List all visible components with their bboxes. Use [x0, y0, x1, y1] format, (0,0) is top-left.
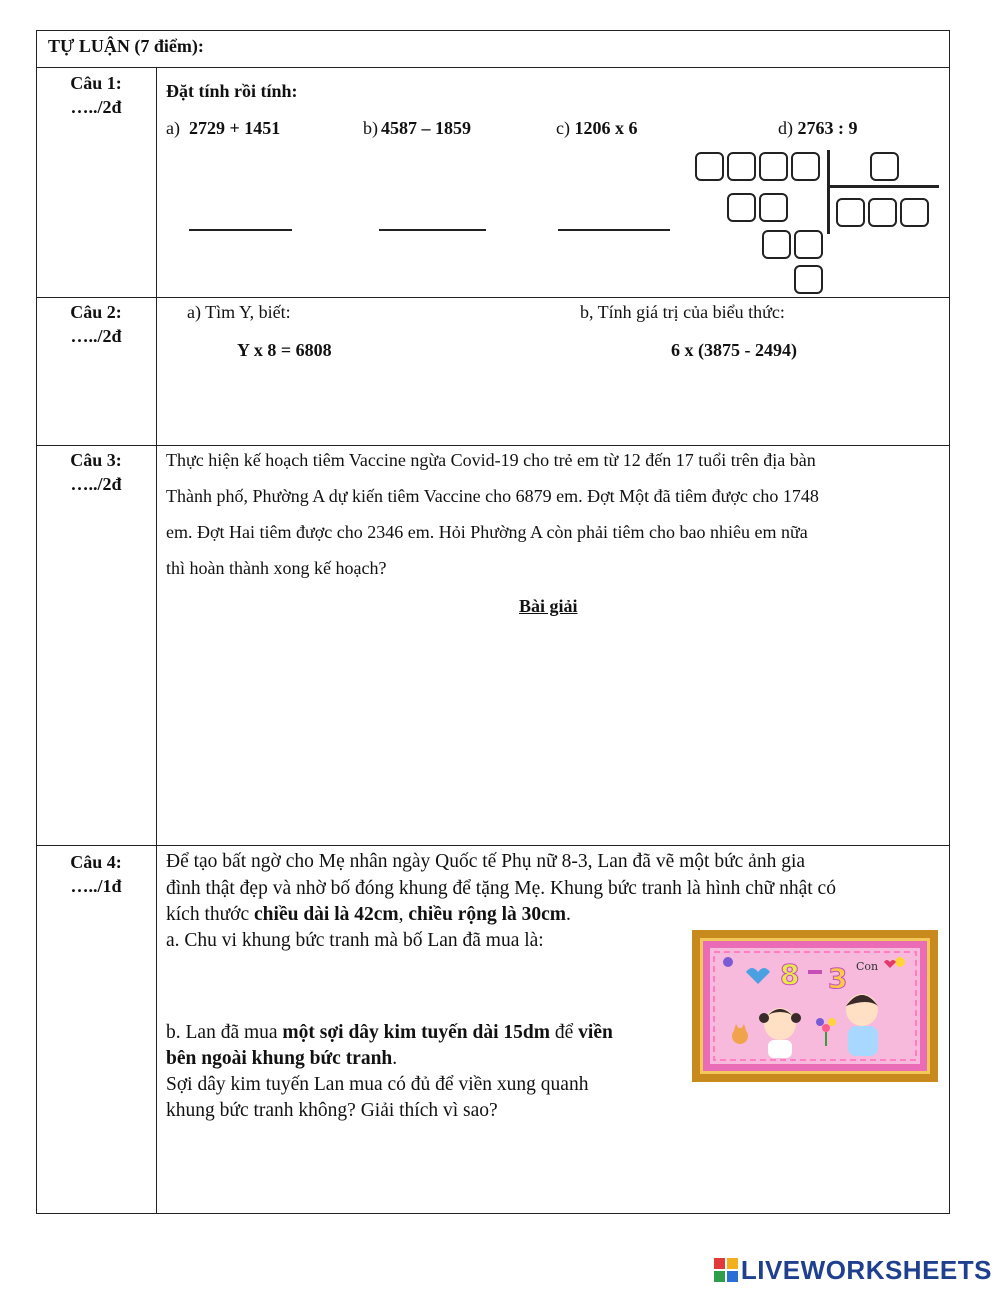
dividend-digit-box[interactable] — [695, 152, 724, 181]
q3-text-line: thì hoàn thành xong kế hoạch? — [166, 558, 387, 578]
q4-part-b-line-4: khung bức tranh không? Giải thích vì sao? — [166, 1100, 498, 1121]
liveworksheets-logo-text: LIVEWORKSHEETS — [740, 1254, 992, 1285]
q4-part-b-mid: để — [550, 1022, 579, 1043]
section-title: TỰ LUẬN (7 điểm): — [48, 36, 204, 56]
q2-score: …../2đ — [70, 326, 122, 346]
division-bar-horizontal — [827, 185, 939, 188]
q4-line3-comma: , — [398, 904, 409, 925]
q1b-answer-line[interactable] — [379, 229, 486, 231]
q3-solution-title: Bài giải — [519, 596, 578, 616]
q3-label: Câu 3: — [70, 450, 122, 470]
q1-label: Câu 1: — [70, 73, 122, 93]
q3-score: …../2đ — [70, 474, 122, 494]
q1c-answer-line[interactable] — [558, 229, 670, 231]
q1a — [166, 116, 280, 140]
picture-number-left: 8 — [780, 958, 800, 991]
q4-line3-prefix: kích thước — [166, 904, 255, 925]
q1-instruction: Đặt tính rồi tính: — [166, 81, 298, 101]
q2a-expression: Y x 8 = 6808 — [237, 340, 332, 360]
q4-part-b-line-2 — [166, 1047, 397, 1071]
q4-length: chiều dài là 42cm — [254, 904, 399, 925]
q4-part-b-prefix: b. Lan đã mua — [166, 1022, 283, 1043]
picture-drawing — [710, 948, 920, 1064]
table-column-divider — [156, 67, 157, 1214]
remainder-digit-box[interactable] — [794, 265, 823, 294]
q4-label: Câu 4: — [70, 852, 122, 872]
q2-label-cell — [37, 300, 155, 348]
table-border-top — [36, 30, 950, 31]
liveworksheets-logo — [714, 1255, 992, 1285]
q1a-prefix: a) — [166, 118, 180, 138]
table-row-divider — [36, 297, 950, 298]
dividend-digit-box[interactable] — [791, 152, 820, 181]
q1c-expression: 1206 x 6 — [574, 118, 638, 138]
picture-canvas — [710, 948, 920, 1064]
remainder-digit-box[interactable] — [759, 193, 788, 222]
q4-label-cell — [37, 850, 155, 898]
q1-label-cell — [37, 71, 155, 119]
q4-width: chiều rộng là 30cm — [408, 904, 567, 925]
q2b-expression: 6 x (3875 - 2494) — [671, 340, 797, 360]
q4-part-b-border: viền — [578, 1022, 613, 1043]
q1c-prefix: c) — [556, 118, 570, 138]
table-border-bottom — [36, 1213, 950, 1214]
remainder-digit-box[interactable] — [794, 230, 823, 259]
q4-text-line-3 — [166, 903, 571, 927]
q1a-expression: 2729 + 1451 — [188, 118, 281, 138]
q4-part-b-line-3: Sợi dây kim tuyến Lan mua có đủ để viền xung quanh — [166, 1074, 589, 1095]
liveworksheets-logo-icon — [714, 1258, 738, 1282]
divisor-box[interactable] — [870, 152, 899, 181]
q4-part-b-line-1 — [166, 1021, 613, 1045]
table-border-right — [949, 30, 950, 1214]
framed-picture — [692, 930, 938, 1082]
remainder-digit-box[interactable] — [727, 193, 756, 222]
dividend-digit-box[interactable] — [727, 152, 756, 181]
q1c — [556, 116, 637, 140]
q4-part-a: a. Chu vi khung bức tranh mà bố Lan đã mua là: — [166, 930, 544, 951]
dividend-digit-box[interactable] — [759, 152, 788, 181]
q4-text-line-1: Để tạo bất ngờ cho Mẹ nhân ngày Quốc tế Phụ nữ 8-3, Lan đã vẽ một bức ảnh gia — [166, 851, 806, 872]
division-bar-vertical — [827, 150, 830, 234]
q1b — [363, 116, 471, 140]
q2-label: Câu 2: — [70, 302, 122, 322]
q4-line3-period: . — [566, 904, 571, 925]
q4-part-b-outside: bên ngoài khung bức tranh — [166, 1048, 393, 1069]
q3-label-cell — [37, 448, 155, 496]
q1d-expression: 2763 : 9 — [797, 118, 858, 138]
q1-score: …../2đ — [70, 97, 122, 117]
quotient-digit-box[interactable] — [836, 198, 865, 227]
q2b-prompt: b, Tính giá trị của biểu thức: — [580, 302, 785, 322]
q1d-prefix: d) — [778, 118, 793, 138]
q1d — [778, 116, 858, 140]
q1b-expression: 4587 – 1859 — [381, 118, 471, 138]
q4-text-line-2: đình thật đẹp và nhờ bố đóng khung để tặng Mẹ. Khung bức tranh là hình chữ nhật có — [166, 878, 836, 899]
q4-wire-length: một sợi dây kim tuyến dài 15dm — [282, 1022, 551, 1043]
q3-text-line: em. Đợt Hai tiêm được cho 2346 em. Hỏi Phường A còn phải tiêm cho bao nhiêu em nữa — [166, 522, 808, 542]
table-border-left — [36, 30, 37, 1214]
q4-part-b-period: . — [392, 1048, 398, 1069]
quotient-digit-box[interactable] — [868, 198, 897, 227]
quotient-digit-box[interactable] — [900, 198, 929, 227]
table-row-divider — [36, 445, 950, 446]
picture-caption: Con — [856, 960, 879, 973]
q2a-prompt: a) Tìm Y, biết: — [187, 302, 291, 322]
q3-text-line: Thành phố, Phường A dự kiến tiêm Vaccine cho 6879 em. Đợt Một đã tiêm được cho 1748 — [166, 486, 819, 506]
remainder-digit-box[interactable] — [762, 230, 791, 259]
table-row-divider — [36, 845, 950, 846]
q3-text-line: Thực hiện kế hoạch tiêm Vaccine ngừa Covid-19 cho trẻ em từ 12 đến 17 tuổi trên địa bàn — [166, 450, 816, 470]
q1a-answer-line[interactable] — [189, 229, 292, 231]
q4-score: …../1đ — [70, 876, 122, 896]
picture-number-right: 3 — [828, 962, 848, 995]
q1b-prefix: b) — [363, 118, 378, 138]
table-row-divider — [36, 67, 950, 68]
